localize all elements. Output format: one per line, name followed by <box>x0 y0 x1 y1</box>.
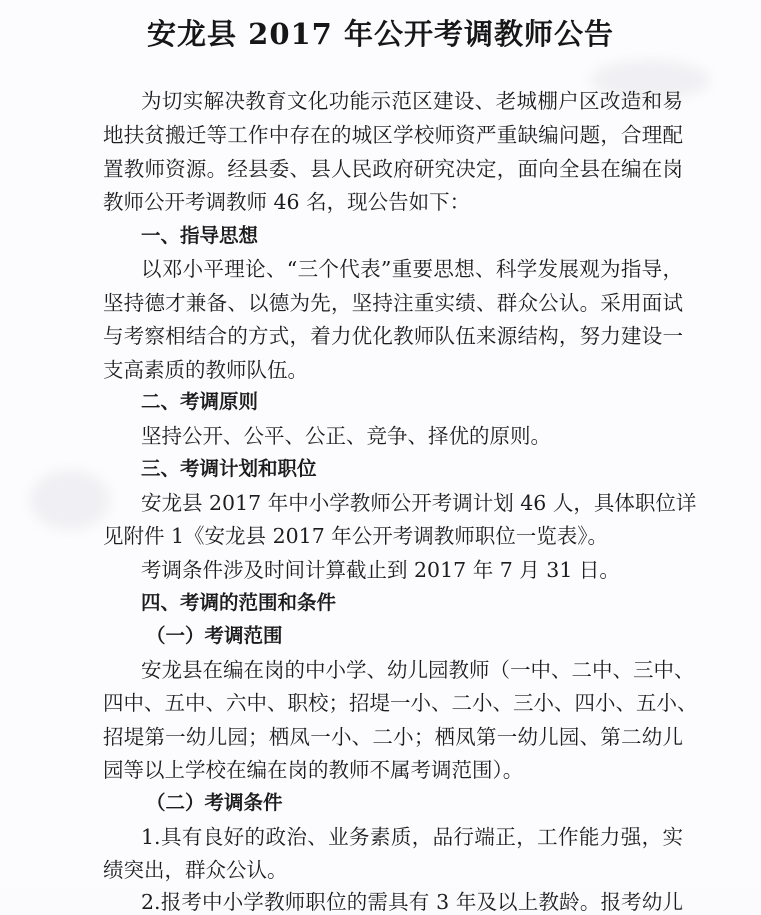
sub2-line-2: 绩突出，群众公认。 <box>103 858 288 882</box>
section-heading-plan-positions: 三、考调计划和职位 <box>141 457 317 480</box>
section1-line-4: 支高素质的教师队伍。 <box>103 358 308 382</box>
section2-line-1: 坚持公开、公平、公正、竞争、择优的原则。 <box>141 424 551 448</box>
section3-line-3: 考调条件涉及时间计算截止到 2017 年 7 月 31 日。 <box>141 558 620 582</box>
section-heading-principles: 二、考调原则 <box>141 390 259 413</box>
scan-smudge <box>30 470 110 530</box>
subsection-heading-conditions: （二）考调条件 <box>146 791 283 814</box>
sub1-line-4: 园等以上学校在编在岗的教师不属考调范围）。 <box>103 758 524 782</box>
section-heading-scope-conditions: 四、考调的范围和条件 <box>141 591 337 614</box>
intro-line-2: 地扶贫搬迁等工作中存在的城区学校师资严重缺编问题，合理配 <box>103 123 683 147</box>
sub1-line-1: 安龙县在编在岗的中小学、幼儿园教师（一中、二中、三中、 <box>141 658 695 682</box>
section1-line-1: 以邓小平理论、“三个代表”重要思想、科学发展观为指导， <box>141 257 683 281</box>
section1-line-2: 坚持德才兼备、以德为先，坚持注重实绩、群众公认。采用面试 <box>103 291 683 315</box>
intro-line-3: 置教师资源。经县委、县人民政府研究决定，面向全县在编在岗 <box>103 157 683 181</box>
section1-line-3: 与考察相结合的方式，着力优化教师队伍来源结构，努力建设一 <box>103 324 683 348</box>
sub1-line-3: 招堤第一幼儿园；栖凤一小、二小；栖凤第一幼儿园、第二幼儿 <box>103 725 683 749</box>
sub1-line-2: 四中、五中、六中、职校；招堤一小、二小、三小、四小、五小、 <box>103 691 698 715</box>
section3-line-1: 安龙县 2017 年中小学教师公开考调计划 46 人，具体职位详 <box>141 491 697 515</box>
section-heading-guiding-ideology: 一、指导思想 <box>141 224 259 247</box>
sub2-line-1: 1.具有良好的政治、业务素质，品行端正，工作能力强，实 <box>141 825 683 849</box>
subsection-heading-scope: （一）考调范围 <box>146 624 283 647</box>
intro-line-4: 教师公开考调教师 46 名，现公告如下： <box>103 190 471 214</box>
sub2-line-3: 2.报考中小学教师职位的需具有 3 年及以上教龄。报考幼儿 <box>141 890 683 914</box>
section3-line-2: 见附件 1《安龙县 2017 年公开考调教师职位一览表》。 <box>103 524 609 548</box>
intro-line-1: 为切实解决教育文化功能示范区建设、老城棚户区改造和易 <box>141 89 683 113</box>
document-title: 安龙县 2017 年公开考调教师公告 <box>147 17 614 51</box>
